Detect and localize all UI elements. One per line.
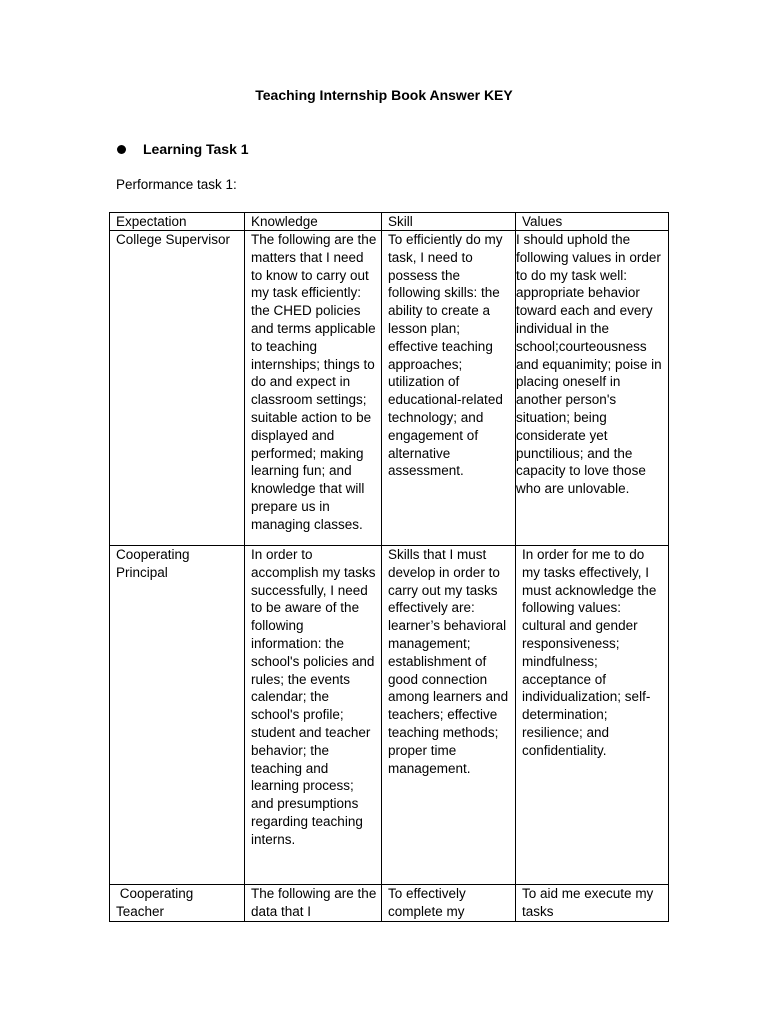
cell-values: To aid me execute my tasks [516,885,669,922]
cell-knowledge: The following are the data that I [245,885,382,922]
header-skill: Skill [382,213,516,231]
performance-task-label: Performance task 1: [116,177,237,192]
expectations-table [109,212,669,922]
cell-expectation: Cooperating Teacher [110,885,245,922]
cell-knowledge: In order to accomplish my tasks successfully, I need to be aware of the following information: the school's policies and rules; the events calendar; the school's profile; student and teacher behavior; the teaching and learning process; and presumptions regarding teaching interns. [245,546,382,885]
cell-knowledge: The following are the matters that I need to know to carry out my task efficiently: the CHED policies and terms applicable to teaching internships; things to do and expect in classroom settings; suitable action to be displayed and performed; making learning fun; and knowledge that will prepare us in managing classes. [245,231,382,546]
header-values: Values [516,213,669,231]
cell-expectation: College Supervisor [110,231,245,546]
cell-skill: To effectively complete my [382,885,516,922]
cell-values: In order for me to do my tasks effectively, I must acknowledge the following values: cultural and gender responsiveness; mindfulness; acceptance of individualization; self-determination; resilience; and confidentiality. [516,546,669,885]
bullet-heading-text: Learning Task 1 [143,141,249,157]
bullet-heading [117,141,249,157]
table-header-row [110,213,669,231]
cell-expectation: Cooperating Principal [110,546,245,885]
table-row [110,885,669,922]
cell-skill: Skills that I must develop in order to carry out my tasks effectively are: learner’s behavioral management; establishment of good connection among learners and teachers; effective teaching methods; proper time management. [382,546,516,885]
bullet-icon [117,145,126,154]
table-row [110,546,669,885]
document-title: Teaching Internship Book Answer KEY [255,87,513,103]
header-knowledge: Knowledge [245,213,382,231]
table-row [110,231,669,546]
cell-values: I should uphold the following values in order to do my task well: appropriate behavior toward each and every individual in the school;courteousness and equanimity; poise in placing oneself in another person's situation; being considerate yet punctilious; and the capacity to love those who are unlovable. [516,231,669,546]
header-expectation: Expectation [110,213,245,231]
cell-skill: To efficiently do my task, I need to possess the following skills: the ability to create a lesson plan; effective teaching approaches; utilization of educational-related technology; and engagement of alternative assessment. [382,231,516,546]
